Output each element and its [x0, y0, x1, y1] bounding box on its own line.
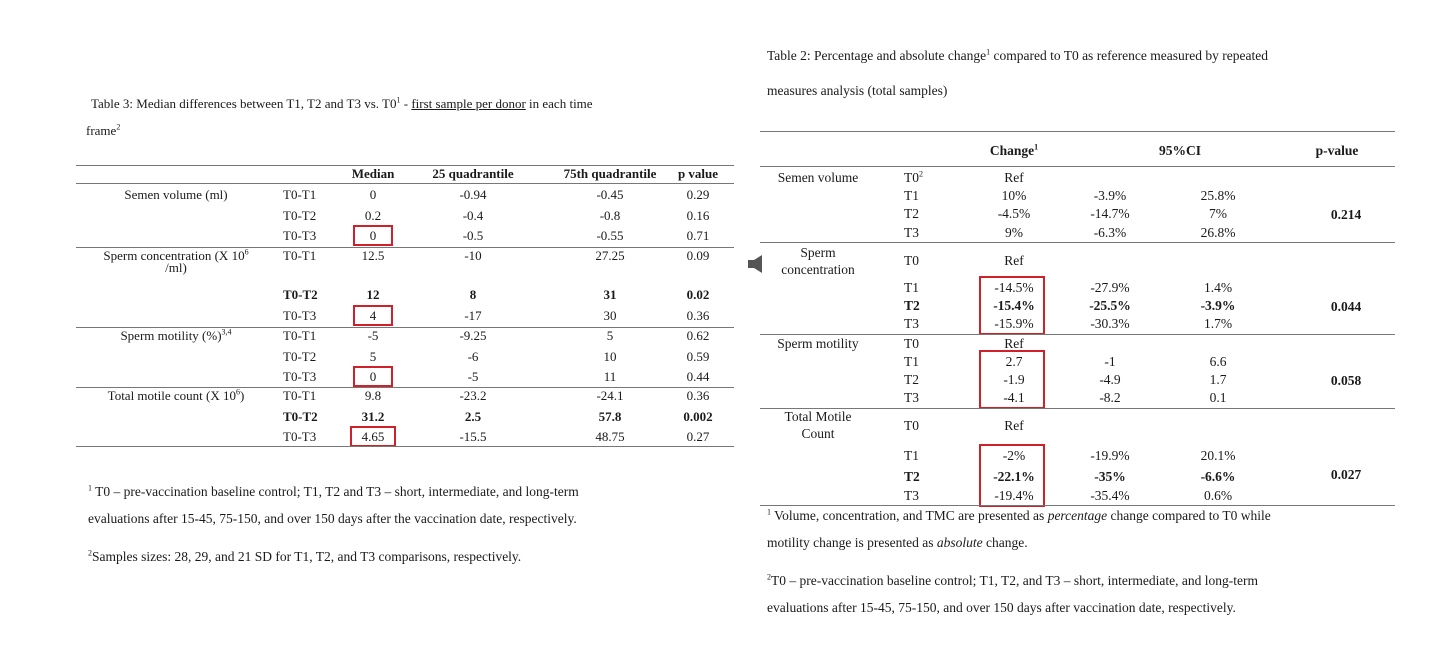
time-sup: 2 — [919, 169, 923, 179]
table3-cell-q25: -0.5 — [462, 228, 484, 243]
table3-comparison: T0-T2 — [283, 408, 318, 424]
table2-time-point — [904, 336, 919, 352]
table3-comparison: T0-T2 — [283, 348, 317, 364]
group-label-text: Total motile count (X 10 — [107, 388, 236, 403]
table2-cell-pvalue: 0.214 — [1330, 207, 1362, 222]
table3-cell-median: 0.2 — [364, 207, 382, 223]
table2-cell-change: Ref — [1004, 418, 1024, 433]
table2-header-change — [954, 143, 1074, 159]
table3-comparison: T0-T3 — [283, 228, 317, 243]
table2-cell-pvalue: 0.044 — [1330, 299, 1362, 314]
table3-cell-q25: 2.5 — [464, 408, 482, 424]
table2-cell-ci-high: -6.6% — [1200, 469, 1236, 484]
table2-cell-ci-low: -35% — [1094, 469, 1126, 484]
table3-cell-q25: -9.25 — [459, 328, 487, 343]
table3-cell-median: 4.65 — [361, 429, 385, 444]
table2-time-point — [904, 448, 919, 464]
table2-cell-pvalue: 0.058 — [1330, 373, 1362, 388]
table3-cell-q75: 10 — [603, 348, 617, 364]
table3-header-cell: Median — [351, 166, 395, 181]
table2-cell-ci-high: -3.9% — [1200, 298, 1236, 313]
table3-cell-q25: -0.4 — [462, 207, 484, 223]
table3-comparison: T0-T2 — [283, 207, 317, 223]
table3-cell-q25: 8 — [469, 287, 477, 302]
table3-cell-q75: 48.75 — [595, 429, 625, 444]
table3-highlight-box — [353, 366, 393, 387]
table2-group-rule — [760, 505, 1395, 506]
table3-cell-q25: -10 — [464, 248, 482, 263]
table3-cell-p: 0.29 — [686, 187, 710, 202]
table2-cell-ci-low: -4.9 — [1099, 372, 1121, 387]
table2-time-point — [904, 390, 919, 406]
table3-cell-p: 0.59 — [686, 348, 710, 364]
table2-cell-pvalue: 0.027 — [1330, 467, 1362, 482]
table2-highlight-box — [979, 444, 1045, 507]
time-label: T0 — [904, 170, 919, 185]
table3-cell-p: 0.62 — [686, 328, 710, 343]
table2-cell-ci-low: -25.5% — [1089, 298, 1131, 313]
table3-cell-q25: -0.94 — [459, 187, 487, 202]
table3-cell-q75: 31 — [603, 287, 617, 302]
table2-group-label-line2: concentration — [781, 262, 855, 277]
table3-cell-p: 0.36 — [686, 307, 710, 323]
table3-cell-p: 0.71 — [686, 228, 710, 243]
header-change-sup: 1 — [1034, 142, 1039, 152]
table2-cell-ci-high: 20.1% — [1200, 448, 1236, 463]
table3-cell-median: 9.8 — [364, 388, 382, 403]
time-label: T3 — [904, 390, 919, 405]
table3-header-rule — [76, 183, 734, 184]
table3-highlight-box — [353, 225, 393, 246]
table2-cell-ci-low: -6.3% — [1093, 225, 1127, 240]
table2-highlight-box — [979, 350, 1045, 409]
table3-caption: Table 3: Median differences between T1, T2 and T3 vs. $T0^1$ - first sample per donor in each time — [91, 95, 593, 111]
table2-time-point — [904, 469, 920, 485]
time-label: T1 — [904, 280, 919, 295]
table2-footnote-1-line2: motility change is presented as absolute change. — [767, 535, 1028, 550]
table3-cell-median: -5 — [367, 328, 379, 343]
table2-cell-ci-high: 25.8% — [1200, 188, 1236, 203]
table2-group-label: Sperm — [800, 245, 836, 260]
table2-caption: Table 2: Percentage and absolute change$^1$ compared to T0 as reference measured by repeated — [767, 47, 1268, 63]
table2-cell-ci-high: 26.8% — [1200, 225, 1236, 240]
table3-header-cell: 25 quadrantile — [432, 166, 514, 181]
table3-cell-q75: 57.8 — [598, 408, 622, 424]
table2-group-rule — [760, 242, 1395, 243]
table2-footnote-1: $^1$ Volume, concentration, and TMC are presented as percentage change compared to T0 while — [767, 507, 1271, 523]
table3-cell-median: 4 — [369, 307, 377, 323]
table2-cell-change: -15.4% — [993, 298, 1035, 313]
table3-cell-q75: 30 — [603, 307, 617, 323]
table3-cell-median: 31.2 — [361, 408, 385, 424]
table3-comparison: T0-T3 — [283, 429, 317, 444]
table2-cell-change: -4.5% — [997, 206, 1031, 221]
table3-comparison: T0-T1 — [283, 187, 317, 202]
table3-cell-median: 5 — [369, 348, 377, 364]
table2-cell-change: -19.4% — [994, 488, 1034, 503]
group-label-text: Sperm concentration (X 10 — [103, 248, 245, 263]
table2-cell-ci-high: 1.4% — [1203, 280, 1233, 295]
group-label-text: Sperm motility (%) — [120, 328, 222, 343]
table2-cell-ci-low: -27.9% — [1090, 280, 1130, 295]
table2-footnote-2: $^2$T0 – pre-vaccination baseline control; T1, T2, and T3 – short, intermediate, and long-term — [767, 572, 1258, 588]
table3-cell-p: 0.36 — [686, 388, 710, 403]
table3-cell-median: 0 — [369, 369, 377, 384]
table2-cell-ci-low: -19.9% — [1090, 448, 1130, 463]
time-label: T2 — [904, 469, 920, 484]
header-change-text: Change — [989, 143, 1035, 158]
table2-cell-change: Ref — [1004, 336, 1024, 351]
table2-cell-change: 10% — [1001, 188, 1027, 203]
table2-top-rule — [760, 131, 1395, 132]
table2-time-point — [904, 418, 919, 434]
table3-cell-q75: 5 — [606, 328, 614, 343]
table2-highlight-box — [979, 276, 1045, 335]
table2-cell-ci-low: -1 — [1104, 354, 1116, 369]
time-label: T0 — [904, 418, 919, 433]
group-label-sup: 6 — [244, 247, 249, 257]
time-label: T1 — [904, 448, 919, 463]
time-label: T0 — [904, 336, 919, 351]
table2-cell-change: -1.9 — [1003, 372, 1025, 387]
table2-group-label: Sperm motility — [777, 336, 859, 351]
time-label: T3 — [904, 488, 919, 503]
table2-cell-ci-low: -8.2 — [1099, 390, 1121, 405]
table2-cell-ci-low: -30.3% — [1090, 316, 1130, 331]
table2-time-point — [904, 253, 919, 269]
table3-highlight-box — [350, 426, 396, 447]
table3-group-label-line2: /ml) — [165, 260, 187, 275]
table2-cell-change: -4.1 — [1003, 390, 1025, 405]
table3-cell-q75: 27.25 — [595, 248, 625, 263]
table3-cell-q75: -0.8 — [599, 207, 621, 223]
group-label-sup: 6 — [236, 387, 240, 397]
table2-time-point — [904, 206, 919, 222]
table2-cell-change: -15.9% — [994, 316, 1034, 331]
table3-header-cell: 75th quadrantile — [563, 166, 657, 181]
table2-cell-ci-high: 6.6 — [1209, 354, 1227, 369]
table2-cell-ci-high: 7% — [1209, 206, 1227, 221]
table2-time-point — [904, 188, 919, 204]
time-label: T2 — [904, 372, 919, 387]
table3-cell-q25: -23.2 — [459, 388, 487, 403]
table2-cell-change: 9% — [1005, 225, 1023, 240]
table2-time-point — [904, 170, 923, 186]
table2-cell-ci-low: -35.4% — [1090, 488, 1130, 503]
table3-cell-p: 0.27 — [686, 429, 710, 444]
table3-comparison: T0-T2 — [283, 287, 318, 302]
table2-time-point — [904, 372, 919, 388]
table2-footnote-2-line2: evaluations after 15-45, 75-150, and over 150 days after vaccination date, respectively. — [767, 600, 1236, 615]
table3-caption-line2: frame$^2$ — [86, 122, 121, 138]
table3-cell-q25: -15.5 — [459, 429, 487, 444]
table3-cell-q25: -17 — [464, 307, 482, 323]
table3-cell-p: 0.002 — [683, 408, 713, 424]
table3-group-label — [76, 328, 276, 344]
table3-footnote-1: $^1$ T0 – pre-vaccination baseline control; T1, T2 and T3 – short, intermediate, and long-term — [88, 483, 579, 499]
table3-comparison: T0-T1 — [283, 328, 317, 343]
table2-header-p: p-value — [1315, 143, 1359, 158]
time-label: T3 — [904, 225, 919, 240]
time-label: T3 — [904, 316, 919, 331]
table3-comparison: T0-T3 — [283, 369, 317, 384]
table2-time-point — [904, 354, 919, 370]
table2-cell-ci-high: 1.7% — [1203, 316, 1233, 331]
table3-group-rule — [76, 446, 734, 447]
table2-cell-ci-low: -14.7% — [1090, 206, 1130, 221]
table2-time-point — [904, 298, 920, 314]
pointer-marker-icon — [748, 255, 762, 273]
table3-header-cell: p value — [677, 166, 719, 181]
table2-cell-change: -2% — [1002, 448, 1026, 463]
table3-comparison: T0-T1 — [283, 388, 317, 403]
table3-cell-q75: 11 — [603, 369, 617, 384]
table3-cell-median: 0 — [369, 187, 377, 202]
table3-cell-median: 12.5 — [361, 248, 385, 263]
table2-time-point — [904, 316, 919, 332]
table3-cell-q75: -0.45 — [596, 187, 624, 202]
table2-time-point — [904, 488, 919, 504]
table3-group-label — [76, 187, 276, 203]
table3-comparison: T0-T1 — [283, 248, 317, 263]
table2-caption-line2: measures analysis (total samples) — [767, 83, 948, 98]
table3-footnote-2: $^2$Samples sizes: 28, 29, and 21 SD for T1, T2, and T3 comparisons, respectively. — [88, 548, 522, 564]
table2-group-label: Semen volume — [777, 170, 859, 185]
table3-cell-q75: -24.1 — [596, 388, 624, 403]
table2-cell-change: Ref — [1004, 253, 1024, 268]
table2-cell-ci-high: 0.1 — [1209, 390, 1227, 405]
time-label: T2 — [904, 298, 920, 313]
time-label: T2 — [904, 206, 919, 221]
group-label-text: Semen volume (ml) — [124, 187, 228, 202]
table3-cell-p: 0.44 — [686, 369, 710, 384]
table2-group-label: Total Motile — [784, 409, 852, 424]
time-label: T1 — [904, 188, 919, 203]
group-label-tail: ) — [240, 388, 245, 403]
table2-group-label-line2: Count — [801, 426, 835, 441]
table2-header-rule — [760, 166, 1395, 167]
table2-cell-ci-high: 1.7 — [1209, 372, 1227, 387]
table2-cell-change: Ref — [1004, 170, 1024, 185]
group-label-sup: 3,4 — [221, 327, 232, 337]
table3-cell-median: 12 — [366, 287, 380, 302]
table3-comparison: T0-T3 — [283, 307, 317, 323]
table2-cell-change: -22.1% — [993, 469, 1035, 484]
table3-cell-q25: -6 — [467, 348, 479, 364]
table2-group-rule — [760, 334, 1395, 335]
table2-cell-ci-high: 0.6% — [1203, 488, 1233, 503]
table3-cell-p: 0.16 — [686, 207, 710, 223]
table3-highlight-box — [353, 305, 393, 326]
table2-cell-ci-low: -3.9% — [1093, 188, 1127, 203]
table3-cell-p: 0.09 — [686, 248, 710, 263]
table3-footnote-1-line2: evaluations after 15-45, 75-150, and over 150 days after the vaccination date, respectively. — [88, 511, 577, 526]
time-label: T0 — [904, 253, 919, 268]
table2-cell-change: -14.5% — [994, 280, 1034, 295]
table2-cell-change: 2.7 — [1005, 354, 1023, 369]
table3-group-label — [76, 388, 276, 404]
table2-header-ci: 95%CI — [1158, 143, 1201, 158]
table2-time-point — [904, 225, 919, 241]
table2-time-point — [904, 280, 919, 296]
table3-cell-median: 0 — [369, 228, 377, 243]
table3-cell-p: 0.02 — [686, 287, 710, 302]
table3-cell-q25: -5 — [467, 369, 479, 384]
table3-cell-q75: -0.55 — [596, 228, 624, 243]
time-label: T1 — [904, 354, 919, 369]
